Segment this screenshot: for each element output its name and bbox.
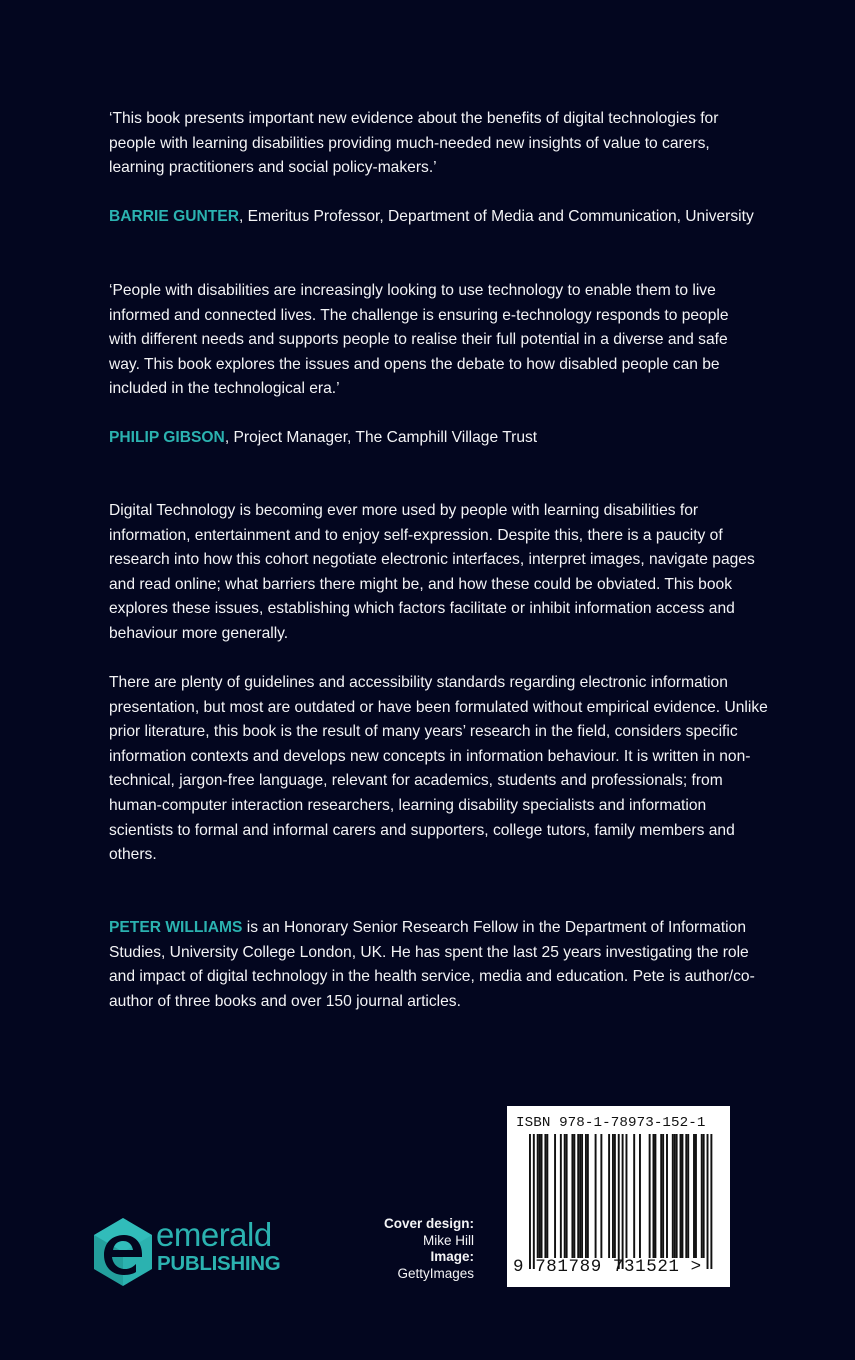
quote-2-text: ‘People with disabilities are increasingly looking to use technology to enable them to live informed and connected lives. The challenge is ensuring e-technology responds to people with different needs and supports people to realise their full potential in a diverse and safe way. This book explores the issues and opens the debate to how disabled people can be included in the technological era.’ xyxy=(109,282,729,398)
barcode-bar xyxy=(710,1134,712,1269)
barcode-bar xyxy=(564,1134,566,1258)
quote-2-attribution xyxy=(109,426,789,451)
barcode-bar xyxy=(701,1134,703,1258)
barcode-bar xyxy=(544,1134,546,1258)
barcode-bar xyxy=(695,1134,697,1258)
barcode-bar xyxy=(566,1134,568,1258)
quote-1-attribution xyxy=(109,205,789,230)
barcode-bar xyxy=(672,1134,674,1258)
quote-1-text: ‘This book presents important new evidence about the benefits of digital technologies for people with learning disabilities providing much-needed new insights of value to carers, learning practitioners and social policy-makers.’ xyxy=(109,110,719,177)
barcode-bar xyxy=(703,1134,705,1258)
barcode-bar xyxy=(653,1134,655,1258)
barcode-bar xyxy=(633,1134,635,1258)
barcode-bar xyxy=(649,1134,651,1258)
barcode-bar xyxy=(571,1134,573,1258)
isbn-barcode xyxy=(507,1106,730,1287)
quote-1-author: BARRIE GUNTER xyxy=(109,208,239,225)
barcode-bar xyxy=(595,1134,597,1258)
logo-wordmark-emerald: emerald xyxy=(156,1216,272,1253)
barcode-bar xyxy=(554,1134,556,1258)
barcode-bar xyxy=(546,1134,548,1258)
barcode-bar xyxy=(654,1134,656,1258)
barcode-bar xyxy=(537,1134,539,1258)
quote-2-author: PHILIP GIBSON xyxy=(109,429,225,446)
barcode-bar xyxy=(707,1134,709,1269)
barcode-bar xyxy=(577,1134,579,1258)
barcode-bar xyxy=(639,1134,641,1258)
barcode-bar xyxy=(614,1134,616,1258)
barcode-bar xyxy=(674,1134,676,1258)
barcode-bar xyxy=(529,1134,531,1269)
author-bio-text: is an Honorary Senior Research Fellow in the Department of Information Studies, University College London, UK. He has spent the last 25 years investigating the role and impact of digital technology in the health service, media and education. Pete is author/co-author of three books and over 150 journal articles. xyxy=(109,919,755,1010)
author-name: PETER WILLIAMS xyxy=(109,919,243,936)
barcode-bar xyxy=(608,1134,610,1258)
barcode-bar xyxy=(587,1134,589,1258)
image-credit-value: GettyImages xyxy=(397,1265,474,1281)
quote-2-affiliation: , Project Manager, The Camphill Village Trust xyxy=(224,429,538,446)
description-paragraph-1: Digital Technology is becoming ever more used by people with learning disabilities for information, entertainment and to enjoy self-expression. Despite this, there is a paucity of research into how this cohort negotiate electronic interfaces, interpret images, navigate pages and read online; what barriers there might be, and how these could be obviated. This book explores these issues, establishing which factors facilitate or inhibit information access and behaviour more generally. xyxy=(109,502,755,642)
image-credit-label: Image: xyxy=(430,1249,474,1264)
cover-design-label: Cover design: xyxy=(383,1216,474,1231)
barcode-bar xyxy=(622,1134,624,1269)
barcode-bar xyxy=(681,1134,683,1258)
barcode-bar xyxy=(579,1134,581,1258)
barcode-bar xyxy=(541,1134,543,1258)
emerald-e-hexagon-icon xyxy=(92,1217,154,1287)
barcode-bar xyxy=(573,1134,575,1258)
barcode-bar xyxy=(618,1134,620,1269)
barcode-digits: 9 781789 731521 > xyxy=(513,1257,702,1277)
barcode-bar xyxy=(680,1134,682,1258)
barcode-bar xyxy=(581,1134,583,1258)
barcode-bar xyxy=(693,1134,695,1258)
author-bio xyxy=(109,916,771,1014)
quote-1-affiliation: , Emeritus Professor, Department of Media and Communication, University xyxy=(238,208,754,225)
barcode-bar xyxy=(660,1134,662,1258)
barcode-bar xyxy=(585,1134,587,1258)
barcode-bar xyxy=(662,1134,664,1258)
barcode-bar xyxy=(612,1134,614,1258)
barcode-bar xyxy=(539,1134,541,1258)
barcode-bar xyxy=(676,1134,678,1258)
isbn-label: ISBN 978-1-78973-152-1 xyxy=(516,1115,706,1131)
barcode-bar xyxy=(533,1134,535,1269)
barcode-bar xyxy=(560,1134,562,1258)
cover-credits xyxy=(384,1216,474,1282)
barcode-bar xyxy=(687,1134,689,1258)
barcode-bar xyxy=(600,1134,602,1258)
barcode-bar xyxy=(626,1134,628,1258)
logo-wordmark-publishing: PUBLISHING xyxy=(157,1252,281,1275)
publisher-logo xyxy=(92,1217,302,1287)
barcode-bar xyxy=(666,1134,668,1258)
barcode-bar xyxy=(685,1134,687,1258)
description-paragraph-2: There are plenty of guidelines and accessibility standards regarding electronic information presentation, but most are outdated or have been formulated without empirical evidence. Unlike prior literature, this book is the result of many years’ research in the field, considers specific information contexts and develops new concepts in information behaviour. It is written in non-technical, jargon-free language, relevant for academics, students and professionals; from human-computer interaction researchers, learning disability specialists and information scientists to formal and informal carers and supporters, college tutors, family members and others. xyxy=(109,674,768,864)
cover-design-value: Mike Hill xyxy=(422,1232,474,1248)
